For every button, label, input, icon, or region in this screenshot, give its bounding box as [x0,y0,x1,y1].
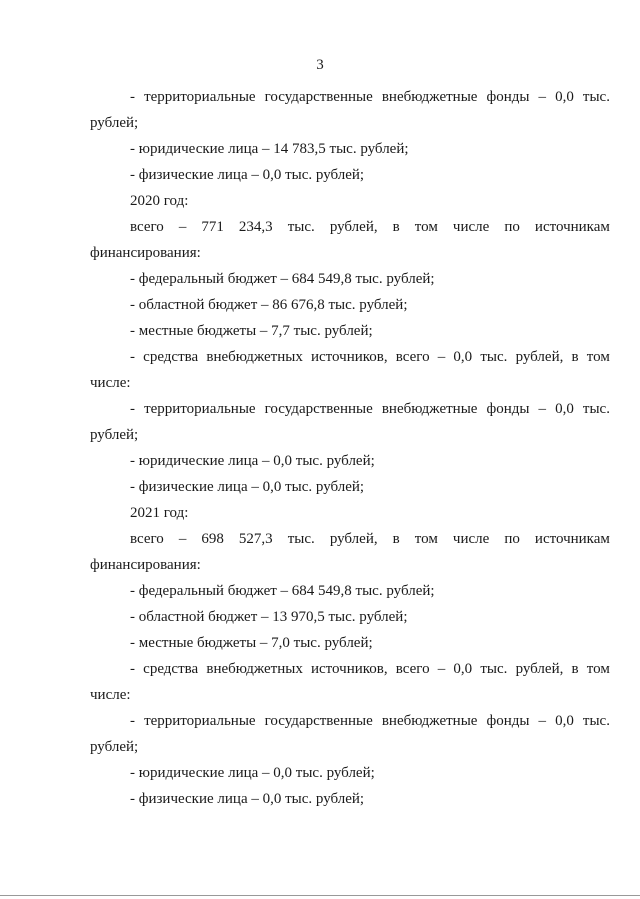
word: в [392,219,400,235]
word: всего [395,661,430,677]
word: – [538,401,547,417]
word: том [414,219,438,235]
word: – [437,349,446,365]
word: – [437,661,446,677]
text-line: - юридические лица – 14 783,5 тыс. рублей; [130,141,409,157]
word: - [130,661,135,677]
text-line: - физические лица – 0,0 тыс. рублей; [130,791,365,807]
word: средства [143,661,199,677]
word: в [571,349,579,365]
page-bottom-edge [0,895,640,896]
word: рублей, [329,219,378,235]
word: - [130,713,135,729]
text-line [130,400,610,418]
word: территориальные [144,401,256,417]
text-line: финансирования: [90,245,201,261]
word: – [178,219,187,235]
word: числе [452,219,490,235]
text-line: - областной бюджет – 86 676,8 тыс. рублей; [130,297,408,313]
word: фонды [486,713,530,729]
word: рублей, [329,531,378,547]
word: – [178,531,187,547]
word: – [538,713,547,729]
word: всего [395,349,430,365]
text-line: 2020 год: [130,193,189,209]
text-line: - физические лица – 0,0 тыс. рублей; [130,479,365,495]
text-line: - областной бюджет – 13 970,5 тыс. рублей; [130,609,408,625]
word: внебюджетные [381,89,478,105]
word: – [538,89,547,105]
word: по [504,219,520,235]
word: государственные [264,401,373,417]
word: тыс. [582,89,610,105]
text-line [130,218,610,236]
text-line [130,712,610,730]
word: том [586,661,610,677]
word: - [130,401,135,417]
word: источников, [311,349,388,365]
word: 0,0 [555,713,574,729]
text-line [130,530,610,548]
word: 0,0 [453,349,473,365]
word: источникам [534,531,610,547]
word: - [130,89,135,105]
page-number: 3 [316,57,324,73]
word: территориальные [144,713,256,729]
word: рублей, [515,661,564,677]
word: тыс. [582,713,610,729]
word: всего [130,531,164,547]
text-line [130,348,610,366]
text-line: - физические лица – 0,0 тыс. рублей; [130,167,365,183]
word: государственные [264,89,373,105]
word: тыс. [287,531,315,547]
text-line [130,660,610,678]
word: по [504,531,520,547]
word: том [414,531,438,547]
word: тыс. [582,401,610,417]
word: 0,0 [555,401,574,417]
word: 527,3 [238,531,273,547]
word: - [130,349,135,365]
word: 234,3 [238,219,273,235]
word: внебюджетные [381,713,478,729]
text-line: - местные бюджеты – 7,0 тыс. рублей; [130,635,373,651]
word: числе [452,531,490,547]
word: 771 [201,219,224,235]
word: тыс. [480,349,508,365]
word: фонды [486,89,530,105]
word: том [586,349,610,365]
text-line: - федеральный бюджет – 684 549,8 тыс. рублей; [130,583,435,599]
text-line: - юридические лица – 0,0 тыс. рублей; [130,765,375,781]
word: территориальные [144,89,256,105]
word: фонды [486,401,530,417]
text-line: рублей; [90,115,139,131]
text-line: числе: [90,687,131,703]
word: 0,0 [555,89,574,105]
word: рублей, [515,349,564,365]
word: тыс. [287,219,315,235]
word: в [392,531,400,547]
word: источникам [534,219,610,235]
word: внебюджетные [381,401,478,417]
word: источников, [311,661,388,677]
word: 698 [201,531,224,547]
word: внебюджетных [206,349,303,365]
word: 0,0 [453,661,473,677]
word: в [571,661,579,677]
word: тыс. [480,661,508,677]
word: внебюджетных [206,661,303,677]
text-line: рублей; [90,739,139,755]
text-line: - федеральный бюджет – 684 549,8 тыс. рублей; [130,271,435,287]
text-line: - юридические лица – 0,0 тыс. рублей; [130,453,375,469]
text-line: - местные бюджеты – 7,7 тыс. рублей; [130,323,373,339]
text-line: числе: [90,375,131,391]
word: государственные [264,713,373,729]
text-line: рублей; [90,427,139,443]
text-line: финансирования: [90,557,201,573]
word: всего [130,219,164,235]
word: средства [143,349,199,365]
text-line [130,88,610,106]
text-line: 2021 год: [130,505,189,521]
